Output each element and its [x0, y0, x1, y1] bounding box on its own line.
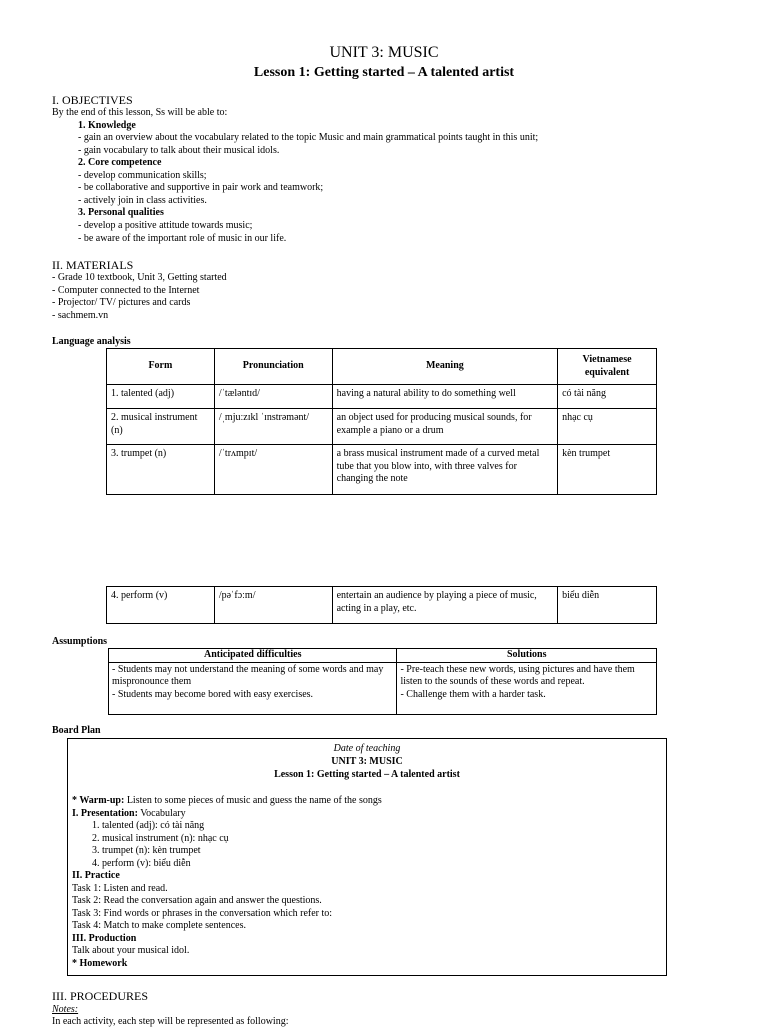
procedures-heading: III. PROCEDURES [52, 989, 149, 1003]
table-cell: /ˈtæləntɪd/ [214, 385, 332, 409]
table-cell: entertain an audience by playing a piece of music, acting in a play, etc. [332, 587, 558, 624]
table-row [107, 385, 657, 409]
difficulty-item: - Students may not understand the meaning of some words and may mispronounce them [112, 663, 384, 687]
board-production-text: Talk about your musical idol. [72, 945, 190, 956]
objective-item: - develop communication skills; [78, 170, 207, 181]
solution-item: - Challenge them with a harder task. [400, 688, 546, 700]
knowledge-heading: 1. Knowledge [78, 120, 136, 131]
board-vocab-item: 2. musical instrument (n): nhạc cụ [92, 833, 229, 844]
table-cell: a brass musical instrument made of a curved metal tube that you blow into, with three valves for changing the note [332, 445, 557, 495]
board-task: Task 3: Find words or phrases in the conversation which refer to: [72, 908, 333, 919]
board-date: Date of teaching [333, 743, 401, 754]
board-task: Task 1: Listen and read. [72, 883, 168, 894]
board-plan-label: Board Plan [52, 725, 101, 736]
objective-item: - actively join in class activities. [78, 195, 207, 206]
materials-item: - sachmem.vn [52, 310, 109, 321]
board-task: Task 2: Read the conversation again and answer the questions. [72, 895, 322, 906]
board-lesson: Lesson 1: Getting started – A talented artist [274, 769, 460, 780]
document-title: UNIT 3: MUSIC [329, 44, 439, 61]
assumptions-table [108, 648, 657, 715]
board-presentation: I. Presentation: Vocabulary [72, 808, 186, 819]
materials-heading: II. MATERIALS [52, 258, 134, 272]
table-cell: kèn trumpet [558, 445, 657, 495]
board-practice: II. Practice [72, 870, 120, 881]
column-header: Vietnamese equivalent [558, 349, 657, 385]
objectives-heading: I. OBJECTIVES [52, 93, 133, 107]
table-cell: /ˈtrʌmpɪt/ [214, 445, 332, 495]
objective-item: - be aware of the important role of music in our life. [78, 233, 287, 244]
board-warmup: * Warm-up: Listen to some pieces of music and guess the name of the songs [72, 795, 382, 806]
table-cell: /ˌmjuːzɪkl ˈɪnstrəmənt/ [214, 409, 332, 445]
table-cell: nhạc cụ [558, 409, 657, 445]
table-cell: having a natural ability to do something well [332, 385, 557, 409]
table-row [107, 445, 657, 495]
table-cell: 4. perform (v) [107, 587, 215, 624]
table-row [107, 587, 657, 624]
table-cell: /pəˈfɔːm/ [214, 587, 332, 624]
objectives-intro: By the end of this lesson, Ss will be able to: [52, 107, 228, 118]
lesson-title: Lesson 1: Getting started – A talented artist [253, 65, 515, 80]
personal-qualities-heading: 3. Personal qualities [78, 207, 164, 218]
column-header: Anticipated difficulties [109, 649, 397, 663]
board-title: UNIT 3: MUSIC [331, 756, 403, 767]
board-production: III. Production [72, 933, 137, 944]
notes-label: Notes: [52, 1004, 79, 1015]
notes-text: In each activity, each step will be represented as following: [52, 1016, 289, 1027]
materials-item: - Computer connected to the Internet [52, 285, 200, 296]
table-cell: 1. talented (adj) [107, 385, 215, 409]
solutions-cell [397, 662, 657, 714]
core-competence-heading: 2. Core competence [78, 157, 162, 168]
column-header: Pronunciation [214, 349, 332, 385]
objective-item: - gain an overview about the vocabulary related to the topic Music and main grammatical points taught in this unit; [78, 132, 539, 143]
board-vocab-item: 3. trumpet (n): kèn trumpet [92, 845, 201, 856]
objective-item: - gain vocabulary to talk about their musical idols. [78, 145, 280, 156]
materials-item: - Grade 10 textbook, Unit 3, Getting started [52, 272, 227, 283]
language-analysis-label: Language analysis [52, 336, 131, 347]
objective-item: - develop a positive attitude towards music; [78, 220, 253, 231]
language-analysis-table-continued [106, 586, 657, 624]
table-row [107, 409, 657, 445]
board-vocab-item: 1. talented (adj): có tài năng [92, 820, 205, 831]
column-header: Form [107, 349, 215, 385]
board-vocab-item: 4. perform (v): biểu diễn [92, 858, 191, 869]
difficulties-cell [109, 662, 397, 714]
column-header: Solutions [397, 649, 657, 663]
table-cell: an object used for producing musical sounds, for example a piano or a drum [332, 409, 557, 445]
table-cell: có tài năng [558, 385, 657, 409]
table-header-row [109, 649, 657, 663]
materials-item: - Projector/ TV/ pictures and cards [52, 297, 191, 308]
board-plan-box [67, 738, 667, 976]
difficulty-item: - Students may become bored with easy exercises. [112, 688, 314, 700]
assumptions-label: Assumptions [52, 636, 108, 647]
objective-item: - be collaborative and supportive in pair work and teamwork; [78, 182, 324, 193]
table-cell: 2. musical instrument (n) [107, 409, 215, 445]
board-homework: * Homework [72, 958, 128, 969]
table-cell: 3. trumpet (n) [107, 445, 215, 495]
column-header: Meaning [332, 349, 557, 385]
language-analysis-table [106, 348, 657, 495]
solution-item: - Pre-teach these new words, using pictures and have them listen to the sounds of these words and repeat. [400, 663, 635, 687]
table-cell: biểu diễn [558, 587, 657, 624]
table-header-row [107, 349, 657, 385]
board-task: Task 4: Match to make complete sentences. [72, 920, 246, 931]
table-row [109, 662, 657, 714]
